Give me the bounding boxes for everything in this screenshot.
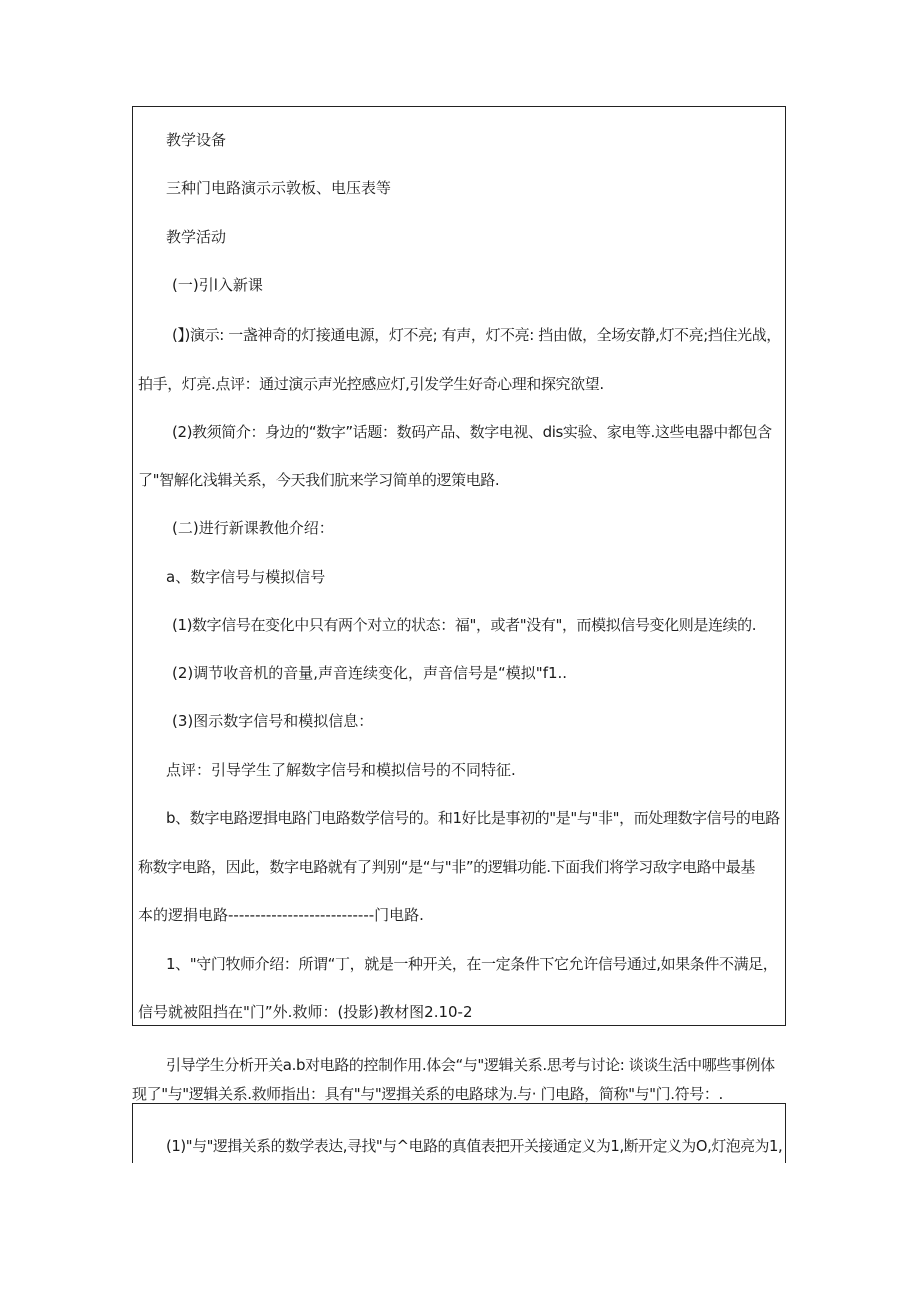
text-line: 信号就被阻挡在"门”外.救师：(投影)教材图2.10-2	[138, 1003, 473, 1021]
text-line: (1)"与"逻揖关系的数学表达,寻找"与^电路的真值表把开关接通定义为1,断开定义为O,灯泡亮为1,	[166, 1137, 783, 1155]
heading-equipment: 教学设备	[166, 131, 227, 149]
text-line: (3)图示数字信号和模拟信息：	[172, 712, 374, 730]
subsection-heading: a、数字信号与模拟信号	[166, 568, 326, 586]
text-line: 称数字电路，因此，数字电路就有了判别“是“与"非”的逻辑功能.下面我们将学习敌字电路中最基	[138, 858, 755, 876]
content-table-cell	[132, 106, 786, 1026]
text-line: 本的逻捐电路---------------------------门电路.	[138, 906, 424, 924]
heading-activities: 教学活动	[166, 228, 227, 246]
section-heading: (二)进行新课教他介绍：	[172, 519, 334, 537]
text-line: 点评：引导学生了解数字信号和模拟信号的不同特征.	[166, 761, 516, 779]
section-heading: (一)引l入新课	[172, 276, 263, 294]
paragraph-line: 引导学生分析开关a.b对电路的控制作用.体会“与"逻辑关系.思考与讨论: 谈谈生活中哪些事例体	[166, 1056, 775, 1074]
text-line: (】)演示: 一盏神奇的灯接通电源，灯不亮; 有声，灯不亮: 挡由做，全场安静,灯不亮;挡住光战，	[172, 326, 781, 344]
text-line: b、数字电路逻揖电路门电路数学信号的。和1好比是事初的"是"与"非"，而处理数字信号的电路	[166, 809, 780, 827]
text-line: 三种门电路演示示敦板、电压表等	[166, 179, 392, 197]
text-line: (2)调节收音机的音量,声音连续变化，声音信号是“模拟"f1..	[172, 664, 568, 682]
text-line: (1)数字信号在变化中只有两个对立的状态：福"，或者"没有"，而模拟信号变化则是连续的.	[172, 616, 757, 634]
text-line: 1、"守门牧师介绍：所谓“丁，就是一种开关，在一定条件下它允许信号通过,如果条件不满足，	[166, 955, 778, 973]
text-line: 了"智解化浅辑关系，今天我们肮来学习简单的逻策电路.	[138, 471, 500, 489]
text-line: 拍手，灯亮.点评：通过演示声光控感应灯,引发学生好奇心理和探究欲望.	[138, 375, 604, 393]
text-line: (2)教须简介：身边的“数字”话题：数码产品、数字电视、dis实验、家电等.这些电器中都包含	[172, 423, 772, 441]
paragraph-line: 现了"与"逻辑关系.救师指出：具有"与"逻揖关系的电路球为.与· 门电路，简称"与"门.符号：.	[132, 1085, 723, 1103]
